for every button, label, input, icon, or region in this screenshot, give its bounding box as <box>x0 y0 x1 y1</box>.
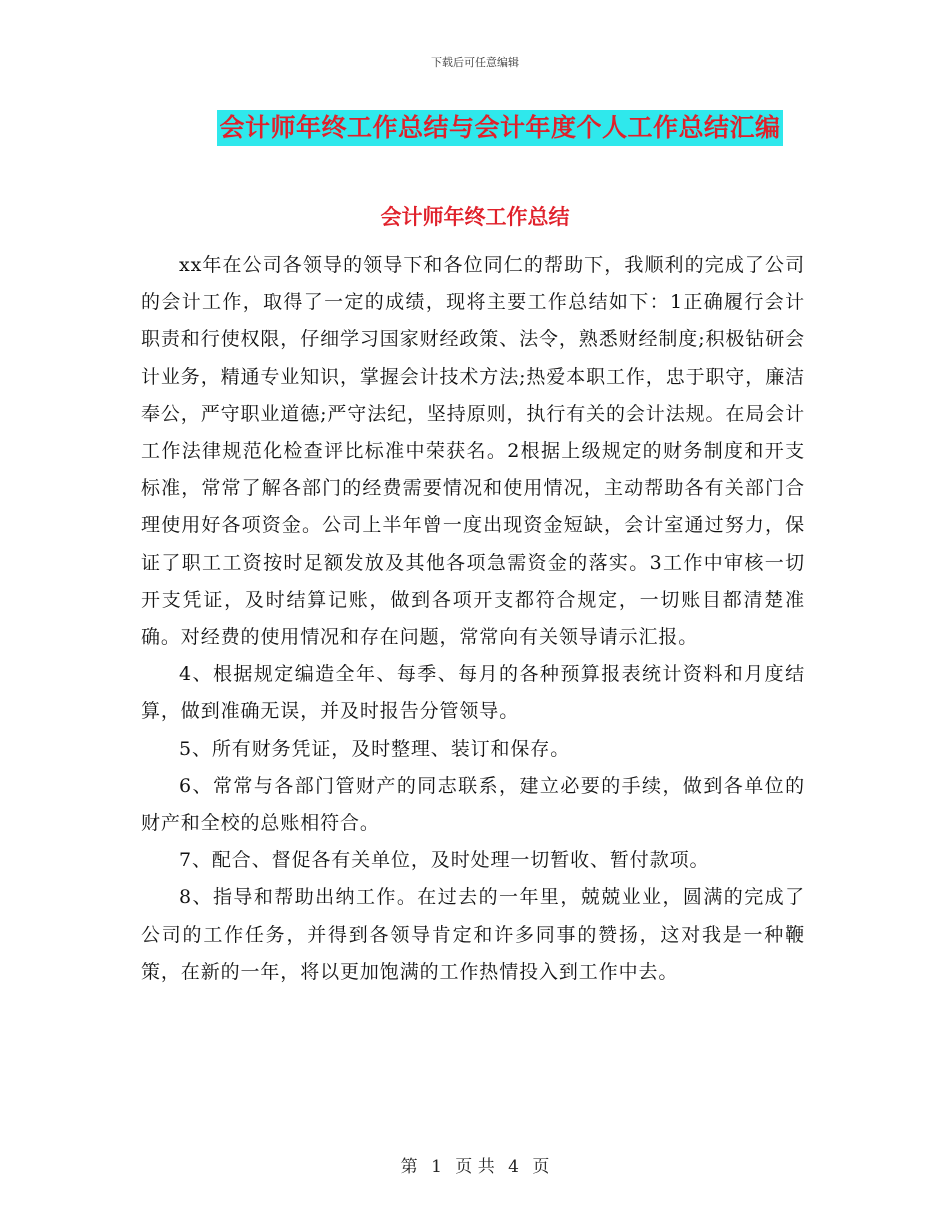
footer-total-pages: 4 <box>508 1157 519 1177</box>
paragraph-6: 8、指导和帮助出纳工作。在过去的一年里，兢兢业业，圆满的完成了公司的工作任务，并得到各领导肯定和许多同事的赞扬，这对我是一种鞭策，在新的一年，将以更加饱满的工作热情投入到工作中去。 <box>141 886 805 983</box>
paragraph-4: 6、常常与各部门管财产的同志联系，建立必要的手续，做到各单位的财产和全校的总账相符合。 <box>141 774 805 835</box>
footer-current-page: 1 <box>431 1157 442 1177</box>
main-title: 会计师年终工作总结与会计年度个人工作总结汇编 <box>217 110 782 146</box>
paragraph-2: 4、根据规定编造全年、每季、每月的各种预算报表统计资料和月度结算，做到准确无误，并及时报告分管领导。 <box>141 663 805 723</box>
footer-suffix: 页 <box>532 1157 550 1177</box>
footer-middle: 页 共 <box>455 1157 495 1177</box>
document-body <box>141 247 805 991</box>
main-title-wrap <box>0 110 950 146</box>
header-note: 下载后可任意编辑 <box>431 56 519 69</box>
page-footer <box>0 1152 950 1177</box>
paragraph-1: xx年在公司各领导的领导下和各位同仁的帮助下，我顺利的完成了公司的会计工作，取得了一定的成绩，现将主要工作总结如下：1正确履行会计职责和行使权限，仔细学习国家财经政策、法令，熟悉财经制度;积极钻研会计业务，精通专业知识，掌握会计技术方法;热爱本职工作，忠于职守，廉洁奉公，严守职业道德;严守法纪，坚持原则，执行有关的会计法规。在局会计工作法律规范化检查评比标准中荣获名。2根据上级规定的财务制度和开支标准，常常了解各部门的经费需要情况和使用情况，主动帮助各有关部门合理使用好各项资金。公司上半年曾一度出现资金短缺，会计室通过努力，保证了职工工资按时足额发放及其他各项急需资金的落实。3工作中审核一切开支凭证，及时结算记账，做到各项开支都符合规定，一切账目都清楚准确。对经费的使用情况和存在问题，常常向有关领导请示汇报。 <box>141 254 806 649</box>
footer-prefix: 第 <box>400 1157 418 1177</box>
section-title: 会计师年终工作总结 <box>380 205 570 229</box>
paragraph-5: 7、配合、督促各有关单位，及时处理一切暂收、暂付款项。 <box>179 849 710 872</box>
paragraph-3: 5、所有财务凭证，及时整理、装订和保存。 <box>179 737 571 760</box>
